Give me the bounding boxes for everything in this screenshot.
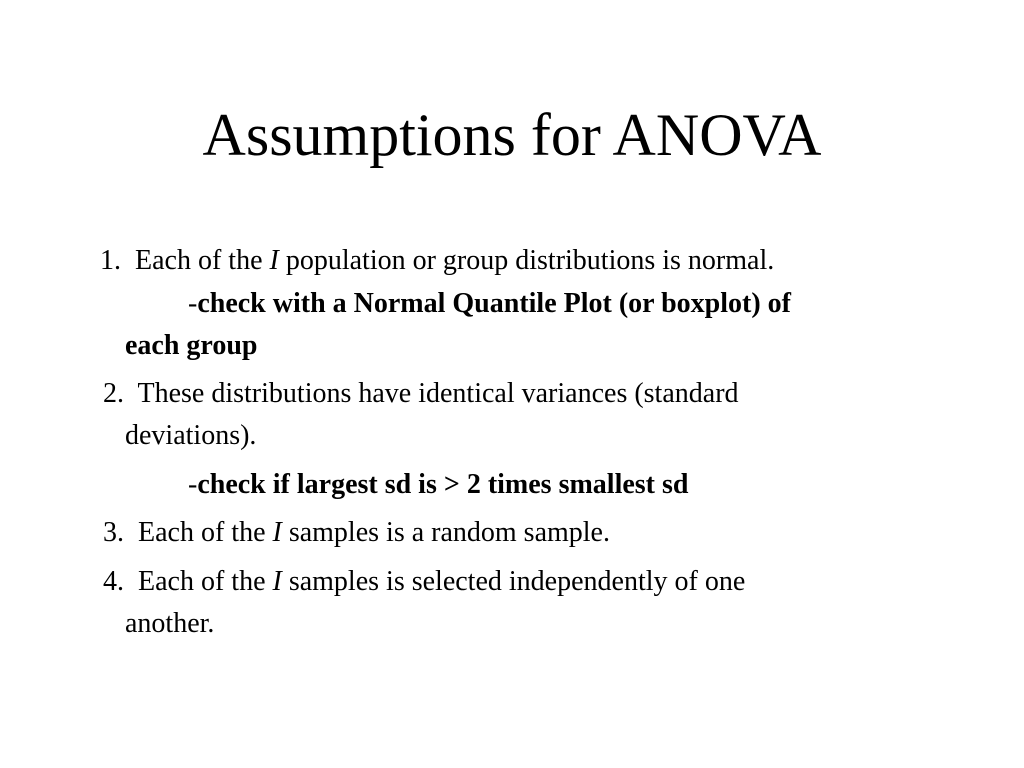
item-text: Each of the	[135, 245, 263, 276]
variable-i: I	[272, 566, 282, 597]
item-text: Each of the	[138, 517, 266, 548]
item-number: 4.	[103, 566, 124, 597]
check-dash: -	[188, 288, 198, 319]
list-item-1-line-1	[100, 240, 774, 282]
item-number: 3.	[103, 517, 124, 548]
item-text: These distributions have identical variances (standard	[137, 378, 739, 409]
list-item-1-check	[188, 283, 791, 325]
item-text: population or group distributions is normal.	[285, 245, 775, 276]
check-text: check if largest sd is > 2 times smallest sd	[197, 469, 689, 500]
variable-i: I	[272, 517, 282, 548]
variable-i: I	[269, 245, 279, 276]
list-item-2-line-1	[103, 373, 739, 415]
item-text: samples is selected independently of one	[288, 566, 746, 597]
check-dash: -	[188, 469, 198, 500]
list-item-4-line-2: another.	[125, 608, 215, 639]
list-item-3	[103, 512, 610, 554]
item-text: Each of the	[138, 566, 266, 597]
list-item-1-check-cont: each group	[125, 330, 258, 361]
slide-title: Assumptions for ANOVA	[202, 102, 822, 168]
list-item-2-line-2: deviations).	[125, 420, 257, 451]
list-item-2-check	[188, 464, 688, 506]
item-number: 2.	[103, 378, 124, 409]
item-number: 1.	[100, 245, 121, 276]
check-text: check with a Normal Quantile Plot (or boxplot) of	[197, 288, 791, 319]
list-item-4-line-1	[103, 561, 745, 603]
item-text: samples is a random sample.	[288, 517, 610, 548]
